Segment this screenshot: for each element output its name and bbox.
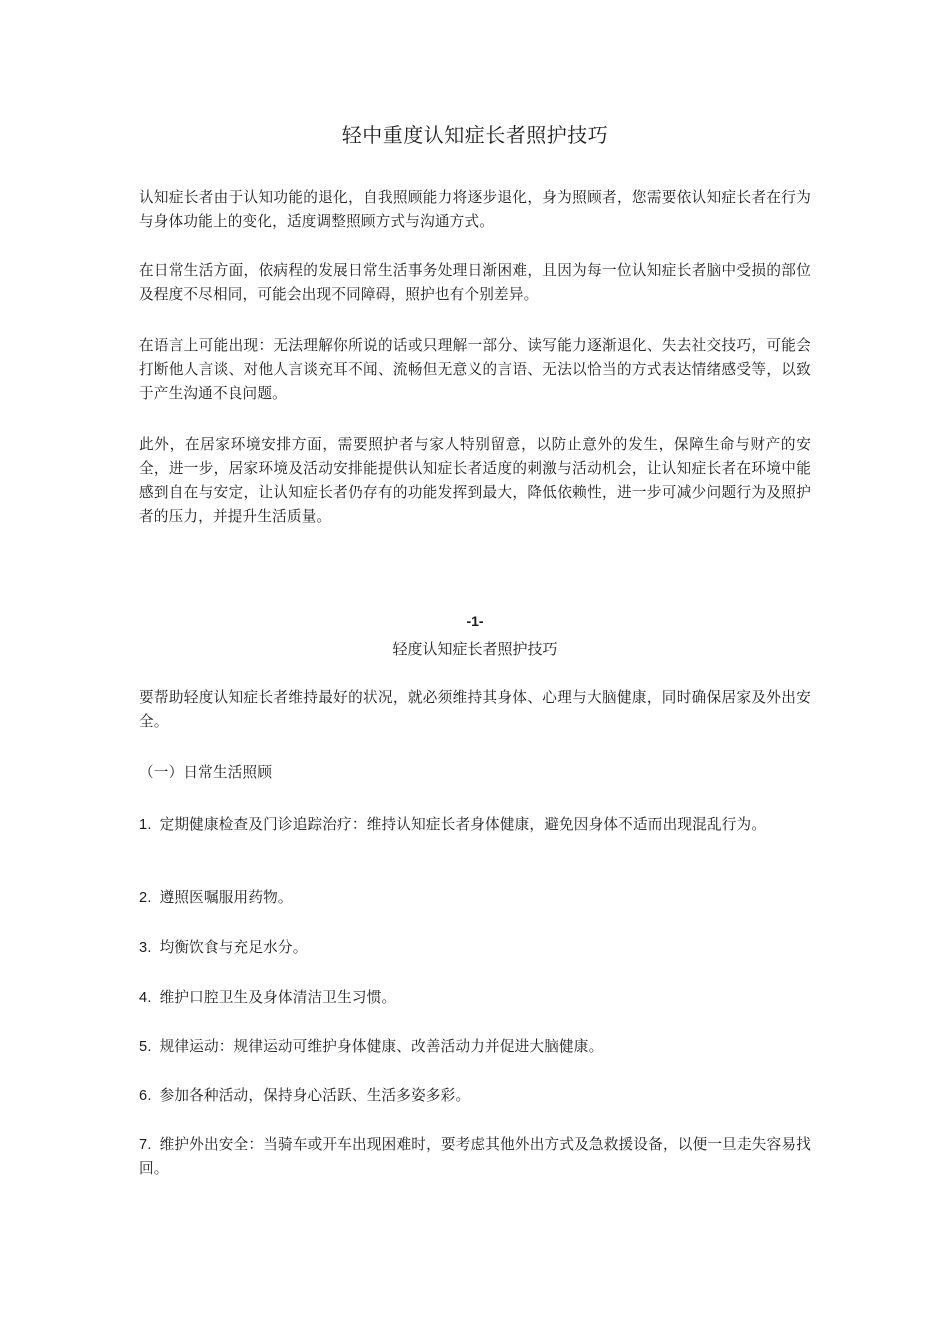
list-item-number: 5. [139,1039,152,1055]
list-item-text: 均衡饮食与充足水分。 [159,939,308,956]
list-item [139,813,811,837]
list-item-number: 2. [139,890,152,906]
document-title: 轻中重度认知症长者照护技巧 [341,123,609,147]
list-item-text: 维护外出安全：当骑车或开车出现困难时，要考虑其他外出方式及急救援设备，以便一旦走失容易找回。 [139,1136,811,1177]
list-item-number: 4. [139,990,152,1006]
list-item-number: 6. [139,1088,152,1104]
list-item-text: 定期健康检查及门诊追踪治疗：维持认知症长者身体健康，避免因身体不适而出现混乱行为。 [159,816,767,833]
section-title: 轻度认知症长者照护技巧 [392,640,558,658]
list-item [139,1133,811,1181]
list-item-number: 3. [139,940,152,956]
list-item-text: 遵照医嘱服用药物。 [159,889,293,906]
list-item [139,886,811,910]
list-item [139,936,811,960]
subsection-heading: （一）日常生活照顾 [139,764,273,781]
list-item-number: 1. [139,817,152,833]
intro-paragraph-4: 此外，在居家环境安排方面，需要照护者与家人特别留意，以防止意外的发生，保障生命与财产的安全，进一步，居家环境及活动安排能提供认知症长者适度的刺激与活动机会，让认知症长者在环境中能感到自在与安定，让认知症长者仍存有的功能发挥到最大，降低依赖性，进一步可减少问题行为及照护者的压力，并提升生活质量。 [139,436,811,525]
list-item [139,1035,811,1059]
intro-paragraph-1: 认知症长者由于认知功能的退化，自我照顾能力将逐步退化，身为照顾者，您需要依认知症长者在行为与身体功能上的变化，适度调整照顾方式与沟通方式。 [139,189,811,230]
list-item-text: 维护口腔卫生及身体清洁卫生习惯。 [159,989,397,1006]
list-item-text: 规律运动：规律运动可维护身体健康、改善活动力并促进大脑健康。 [159,1038,604,1055]
list-item-text: 参加各种活动，保持身心活跃、生活多姿多彩。 [159,1087,471,1104]
list-item [139,1084,811,1108]
intro-paragraph-2: 在日常生活方面，依病程的发展日常生活事务处理日渐困难，且因为每一位认知症长者脑中受损的部位及程度不尽相同，可能会出现不同障碍，照护也有个别差异。 [139,262,811,303]
list-item-number: 7. [139,1137,152,1153]
section-number: -1- [466,613,484,629]
intro-paragraph-3: 在语言上可能出现：无法理解你所说的话或只理解一部分、读写能力逐渐退化、失去社交技巧，可能会打断他人言谈、对他人言谈充耳不闻、流畅但无意义的言语、无法以恰当的方式表达情绪感受等，以致于产生沟通不良问题。 [139,337,811,402]
section-intro-paragraph: 要帮助轻度认知症长者维持最好的状况，就必须维持其身体、心理与大脑健康，同时确保居家及外出安全。 [139,689,811,730]
list-item [139,986,811,1010]
